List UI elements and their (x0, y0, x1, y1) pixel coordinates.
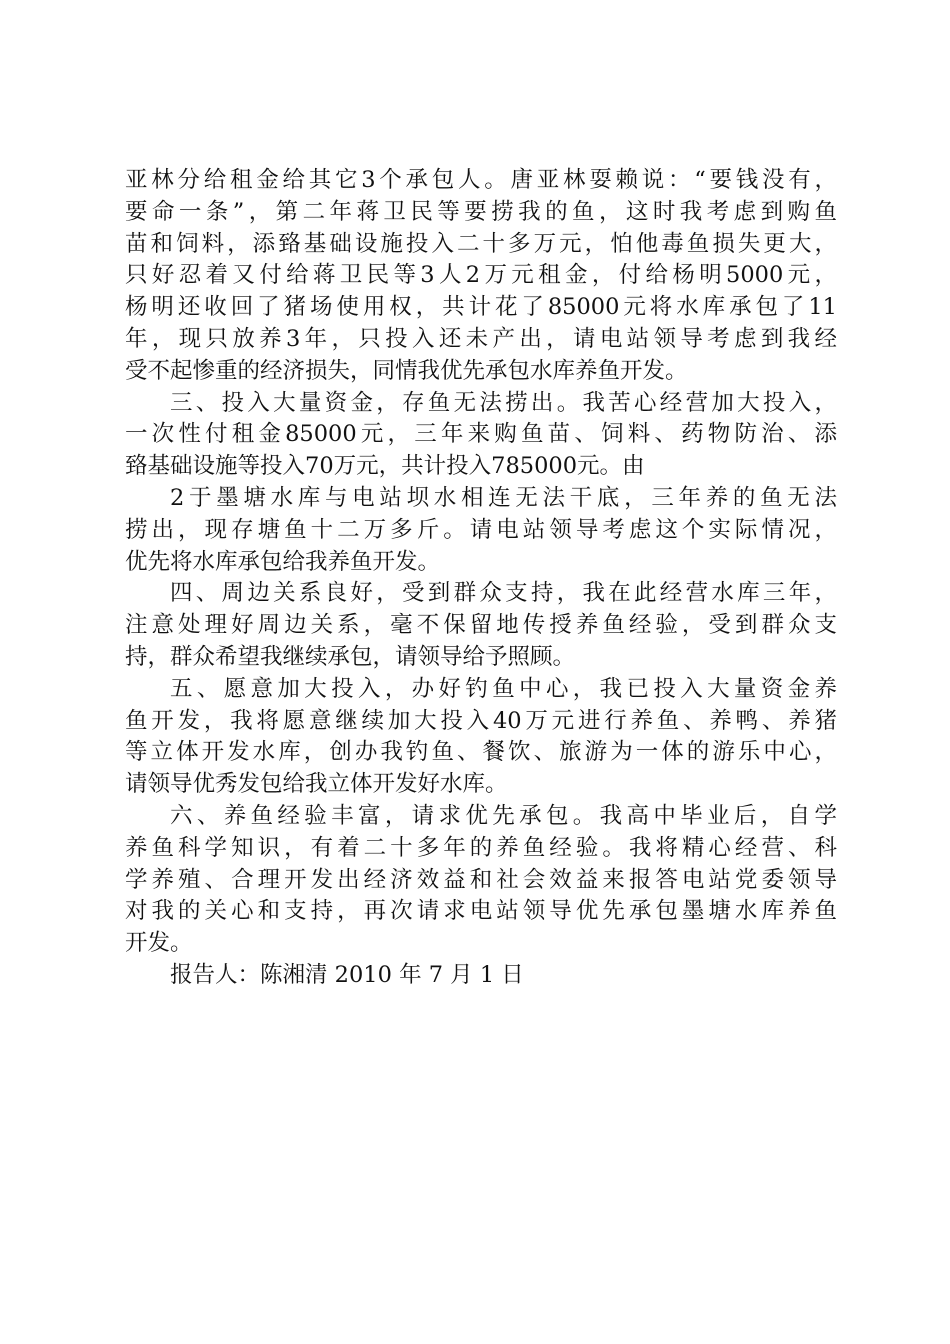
text-line: 2于墨塘水库与电站坝水相连无法干底，三年养的鱼无法 (170, 484, 837, 511)
text-line: 持，群众希望我继续承包，请领导给予照顾。 (125, 643, 576, 670)
text-line: 四、周边关系良好，受到群众支持，我在此经营水库三年， (170, 580, 837, 607)
text-line: 只好忍着又付给蒋卫民等3人2万元租金，付给杨明5000元， (125, 262, 837, 289)
text-line: 五、愿意加大投入，办好钓鱼中心，我已投入大量资金养 (170, 675, 837, 702)
text-line: 三、投入大量资金，存鱼无法捞出。我苦心经营加大投入， (170, 389, 837, 416)
text-line: 臵基础设施等投入70万元，共计投入785000元。由 (125, 453, 645, 480)
text-line: 受不起惨重的经济损失，同情我优先承包水库养鱼开发。 (125, 357, 688, 384)
text-line: 养鱼科学知识，有着二十多年的养鱼经验。我将精心经营、科 (125, 834, 837, 861)
text-line: 注意处理好周边关系，毫不保留地传授养鱼经验，受到群众支 (125, 612, 837, 639)
text-line: 年，现只放养3年，只投入还未产出，请电站领导考虑到我经 (125, 325, 837, 352)
text-line: 鱼开发，我将愿意继续加大投入40万元进行养鱼、养鸭、养猪 (125, 707, 837, 734)
text-line: 等立体开发水库，创办我钓鱼、餐饮、旅游为一体的游乐中心， (125, 739, 837, 766)
text-line: 优先将水库承包给我养鱼开发。 (125, 548, 441, 575)
text-line: 开发。 (125, 930, 193, 957)
text-line: 苗和饲料，添臵基础设施投入二十多万元，怕他毒鱼损失更大， (125, 230, 837, 257)
signature-line: 报告人：陈湘清 2010 年 7 月 1 日 (170, 961, 524, 988)
text-line: 杨明还收回了猪场使用权，共计花了85000元将水库承包了11 (125, 294, 837, 321)
text-line: 一次性付租金85000元，三年来购鱼苗、饲料、药物防治、添 (125, 421, 837, 448)
document-body (125, 165, 837, 992)
text-line: 请领导优秀发包给我立体开发好水库。 (125, 771, 508, 798)
text-line: 亚林分给租金给其它3个承包人。唐亚林耍赖说：“要钱没有， (125, 167, 837, 193)
text-line: 对我的关心和支持，再次请求电站领导优先承包墨塘水库养鱼 (125, 898, 837, 925)
text-line: 六、养鱼经验丰富，请求优先承包。我高中毕业后，自学 (170, 802, 837, 829)
text-line: 要命一条”，第二年蒋卫民等要捞我的鱼，这时我考虑到购鱼 (125, 198, 837, 225)
text-line: 捞出，现存塘鱼十二万多斤。请电站领导考虑这个实际情况， (125, 516, 837, 543)
text-line: 学养殖、合理开发出经济效益和社会效益来报答电站党委领导 (125, 866, 837, 893)
